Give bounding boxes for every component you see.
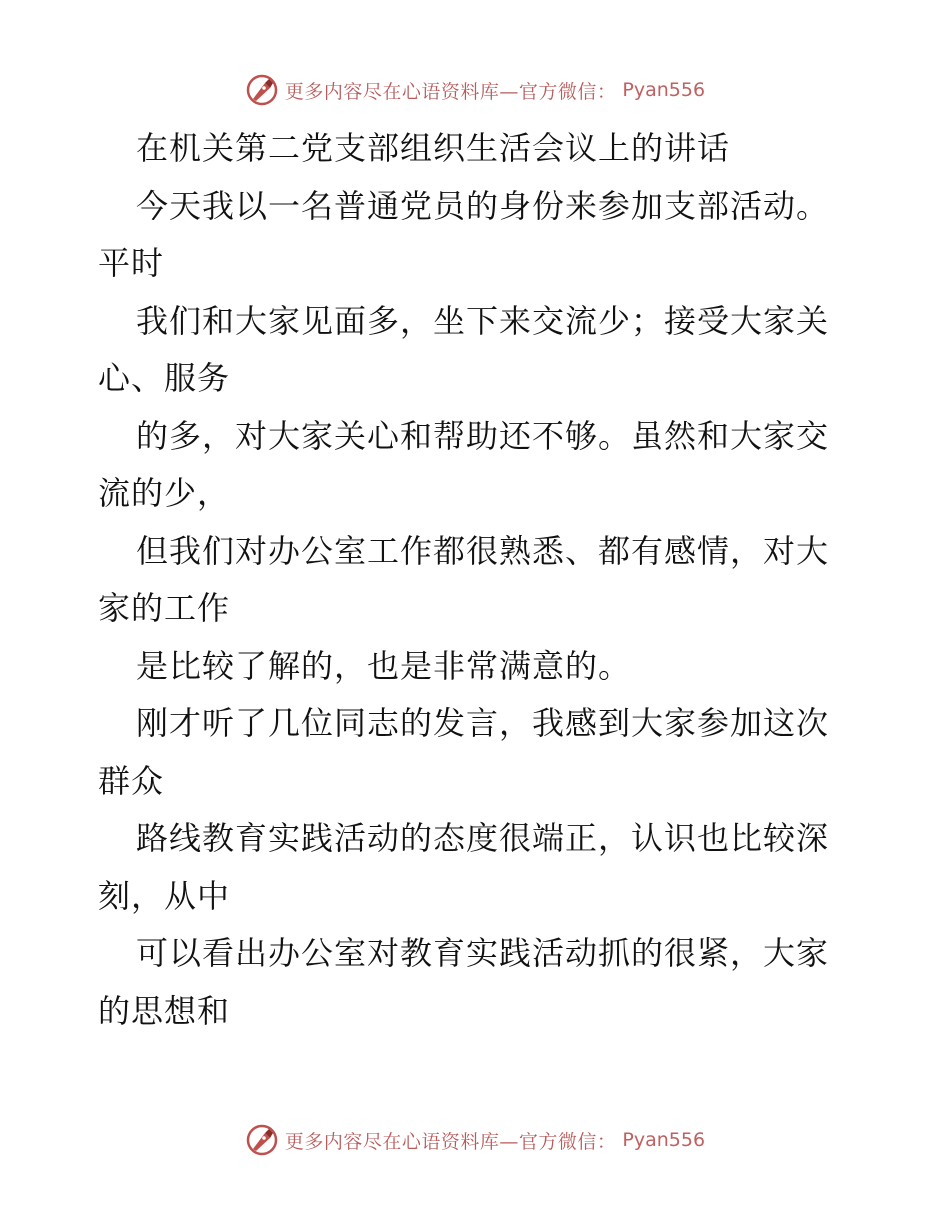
paragraph-line: 路线教育实践活动的态度很端正，认识也比较深 <box>136 819 830 857</box>
paragraph-line: 我们和大家见面多，坐下来交流少；接受大家关 <box>136 301 830 340</box>
paragraph-line: 流的少， <box>98 474 231 512</box>
paragraph-line: 可以看出办公室对教育实践活动抓的很紧，大家 <box>136 934 830 972</box>
paragraph-line: 刻，从中 <box>98 876 231 915</box>
paragraph-line: 是比较了解的，也是非常满意的。 <box>136 646 632 685</box>
paragraph-line: 家的工作 <box>98 589 231 627</box>
paragraph-line: 的多，对大家关心和帮助还不够。虽然和大家交 <box>136 416 830 455</box>
paragraph-line: 心、服务 <box>98 359 231 397</box>
watermark-contact: Pyan556 <box>622 1129 706 1151</box>
paragraph-line: 刚才听了几位同志的发言，我感到大家参加这次 <box>136 704 830 742</box>
paragraph-line: 平时 <box>98 244 165 282</box>
watermark-text: 更多内容尽在心语资料库—官方微信： <box>284 80 617 103</box>
watermark-contact: Pyan556 <box>622 79 706 101</box>
watermark-text: 更多内容尽在心语资料库—官方微信： <box>284 1130 617 1153</box>
header-watermark <box>0 70 950 110</box>
paragraph-line: 今天我以一名普通党员的身份来参加支部活动。 <box>136 186 830 225</box>
paragraph-line: 群众 <box>98 761 165 800</box>
pen-nib-logo-icon <box>245 1123 279 1157</box>
document-body <box>98 120 858 1040</box>
document-title: 在机关第二党支部组织生活会议上的讲话 <box>136 129 731 167</box>
footer-watermark <box>0 1120 950 1160</box>
paragraph-line: 的思想和 <box>98 991 231 1030</box>
paragraph-line: 但我们对办公室工作都很熟悉、都有感情，对大 <box>136 531 830 570</box>
pen-nib-logo-icon <box>245 73 279 107</box>
